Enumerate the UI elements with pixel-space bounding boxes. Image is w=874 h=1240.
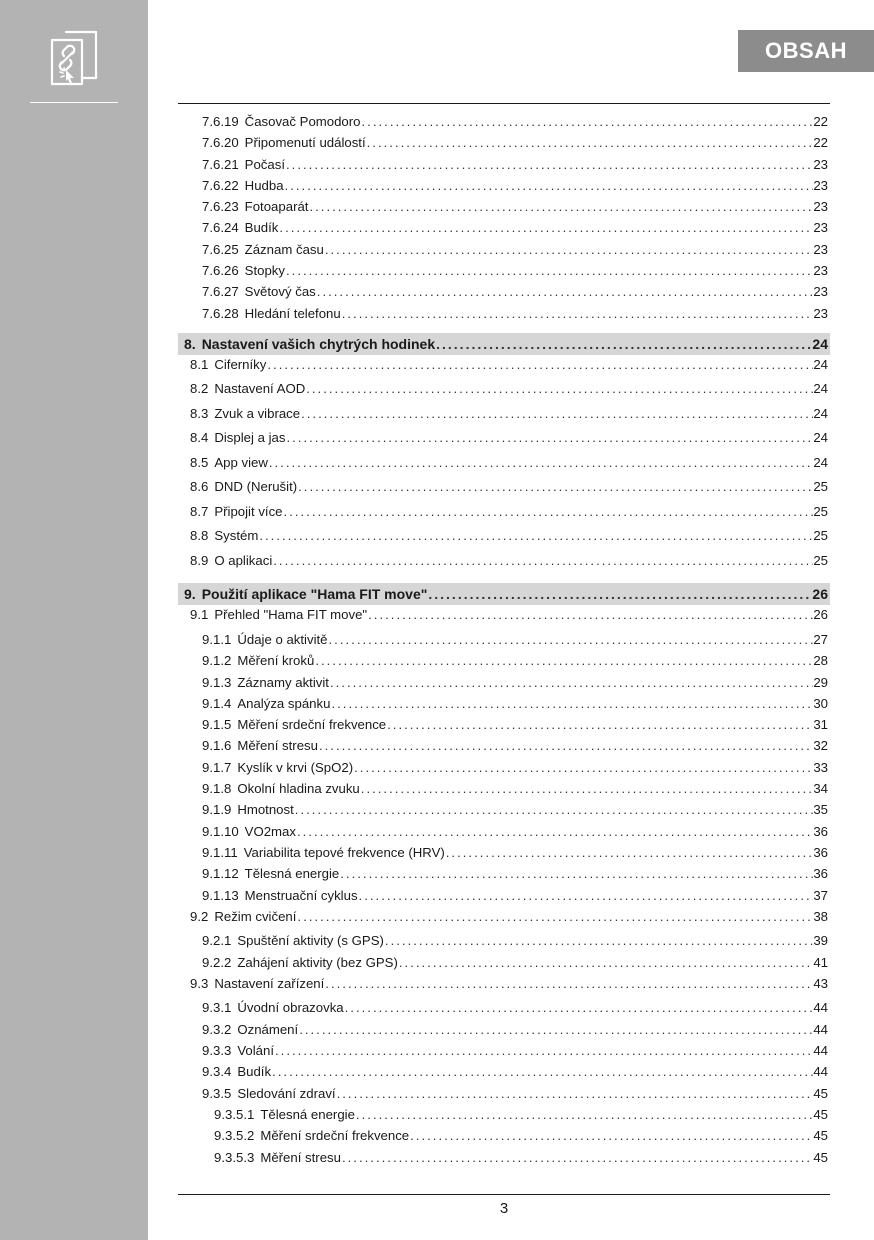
toc-number: 7.6.27 (202, 284, 239, 300)
toc-number: 8. (184, 335, 196, 352)
toc-leader (336, 1086, 814, 1101)
toc-leader (360, 781, 814, 796)
toc-number: 7.6.19 (202, 114, 239, 129)
toc-entry[interactable] (178, 263, 830, 284)
toc-title: Volání (237, 1043, 275, 1059)
toc-entry[interactable] (178, 955, 830, 976)
toc-title: Spuštění aktivity (s GPS) (237, 933, 384, 949)
toc-leader (435, 336, 812, 352)
toc-number: 7.6.24 (202, 220, 239, 236)
toc-title: DND (Nerušit) (214, 479, 298, 495)
toc-number: 8.6 (190, 479, 209, 495)
toc-title: Připomenutí událostí (244, 135, 366, 151)
toc-number: 9.1.3 (202, 674, 232, 690)
toc-title: Kyslík v krvi (SpO2) (237, 759, 354, 775)
toc-entry[interactable] (178, 199, 830, 220)
toc-number: 9.1.13 (202, 887, 239, 903)
toc-leader (328, 632, 814, 647)
toc-number: 7.6.28 (202, 305, 239, 321)
toc-number: 9.3.5.3 (214, 1149, 255, 1165)
toc-entry[interactable] (178, 1064, 830, 1085)
toc-number: 9.3.5.2 (214, 1128, 255, 1144)
toc-title: Měření stresu (237, 738, 318, 754)
toc-entry[interactable] (178, 845, 830, 866)
toc-leader (297, 479, 813, 494)
toc-title: Sledování zdraví (237, 1085, 336, 1101)
toc-title: O aplikaci (214, 552, 273, 568)
toc-entry[interactable] (178, 135, 830, 156)
toc-leader (268, 455, 813, 470)
toc-number: 9.1.6 (202, 738, 232, 754)
table-of-contents (178, 114, 830, 1171)
toc-number: 9.1 (190, 607, 209, 623)
toc-number: 9.3.1 (202, 1000, 232, 1016)
toc-leader (384, 933, 813, 948)
toc-page: 23 (813, 220, 828, 236)
toc-entry[interactable] (178, 220, 830, 241)
toc-leader (308, 199, 813, 214)
toc-leader (272, 553, 813, 568)
toc-title: Analýza spánku (237, 695, 331, 711)
toc-leader (285, 430, 813, 445)
toc-title: Systém (214, 528, 259, 544)
toc-number: 9.3.4 (202, 1064, 232, 1080)
toc-title: Měření srdeční frekvence (237, 717, 387, 733)
toc-title: Budík (237, 1064, 272, 1080)
page-number: 3 (499, 1200, 509, 1217)
toc-entry[interactable] (178, 802, 830, 823)
toc-page: 35 (813, 802, 828, 818)
toc-title: Zahájení aktivity (bez GPS) (237, 954, 398, 970)
toc-entry[interactable] (178, 406, 830, 431)
toc-page: 26 (812, 586, 828, 603)
toc-title: Světový čas (244, 284, 316, 300)
toc-number: 8.8 (190, 528, 209, 544)
toc-page: 24 (813, 454, 828, 470)
toc-number: 9.3.5.1 (214, 1106, 255, 1122)
toc-page: 44 (813, 1043, 828, 1059)
toc-title: Režim cvičení (214, 908, 297, 924)
toc-page: 23 (813, 199, 828, 215)
toc-leader (427, 586, 812, 602)
toc-page: 25 (813, 479, 828, 495)
toc-leader (341, 306, 814, 321)
toc-number: 8.5 (190, 454, 209, 470)
toc-title: Nastavení zařízení (214, 975, 325, 991)
toc-entry[interactable] (178, 114, 830, 135)
toc-entry[interactable] (178, 504, 830, 529)
toc-entry[interactable] (178, 888, 830, 909)
toc-leader (258, 528, 813, 543)
toc-entry[interactable] (178, 455, 830, 480)
toc-page: 23 (813, 241, 828, 257)
toc-page: 27 (813, 631, 828, 647)
toc-page: 33 (813, 759, 828, 775)
toc-title: Hmotnost (237, 802, 294, 818)
toc-page: 22 (813, 135, 828, 151)
toc-page: 25 (813, 503, 828, 519)
toc-leader (314, 653, 813, 668)
toc-leader (330, 696, 813, 711)
toc-title: Okolní hladina zvuku (237, 781, 360, 797)
toc-page: 23 (813, 177, 828, 193)
toc-leader (296, 824, 813, 839)
toc-title: Počasí (244, 156, 285, 172)
toc-title: Hledání telefonu (244, 305, 341, 321)
toc-title: Úvodní obrazovka (237, 1000, 344, 1016)
toc-number: 9.3.3 (202, 1043, 232, 1059)
toc-chapter-row[interactable] (178, 333, 830, 355)
toc-leader (445, 845, 814, 860)
toc-entry[interactable] (178, 632, 830, 653)
toc-title: Nastavení vašich chytrých hodinek (201, 335, 436, 352)
toc-number: 7.6.20 (202, 135, 239, 151)
toc-entry[interactable] (178, 781, 830, 802)
toc-entry[interactable] (178, 1000, 830, 1021)
toc-page: 24 (812, 335, 828, 352)
toc-entry[interactable] (178, 357, 830, 382)
toc-title: Tělesná energie (244, 866, 340, 882)
toc-page: 28 (813, 653, 828, 669)
toc-number: 8.3 (190, 405, 209, 421)
toc-page: 34 (813, 781, 828, 797)
toc-number: 7.6.26 (202, 263, 239, 279)
toc-entry[interactable] (178, 738, 830, 759)
toc-title: Budík (244, 220, 279, 236)
toc-page: 23 (813, 156, 828, 172)
toc-title: Hudba (244, 177, 284, 193)
toc-page: 45 (813, 1085, 828, 1101)
toc-page: 36 (813, 866, 828, 882)
toc-leader (278, 220, 813, 235)
toc-leader (271, 1064, 813, 1079)
toc-page: 30 (813, 695, 828, 711)
toc-leader (318, 738, 813, 753)
toc-title: Údaje o aktivitě (237, 631, 328, 647)
toc-leader (283, 504, 814, 519)
toc-number: 8.1 (190, 356, 209, 372)
toc-leader (358, 888, 814, 903)
toc-page: 32 (813, 738, 828, 754)
toc-title: Měření kroků (237, 653, 315, 669)
toc-entry[interactable] (178, 479, 830, 504)
toc-leader (386, 717, 813, 732)
toc-title: Stopky (244, 263, 285, 279)
toc-number: 8.2 (190, 381, 209, 397)
toc-title: Přehled "Hama FIT move" (214, 607, 368, 623)
toc-page: 43 (813, 975, 828, 991)
toc-entry[interactable] (178, 933, 830, 954)
document-link-icon (44, 26, 104, 88)
toc-leader (285, 157, 813, 172)
toc-page: 31 (813, 717, 828, 733)
toc-title: VO2max (244, 823, 296, 839)
toc-page: 24 (813, 356, 828, 372)
toc-title: Připojit více (214, 503, 283, 519)
toc-title: Ciferníky (214, 356, 267, 372)
toc-page: 23 (813, 263, 828, 279)
toc-number: 7.6.23 (202, 199, 239, 215)
toc-number: 9.1.12 (202, 866, 239, 882)
toc-number: 9.1.4 (202, 695, 232, 711)
toc-title: Menstruační cyklus (244, 887, 358, 903)
toc-number: 9.2 (190, 908, 209, 924)
toc-title: Zvuk a vibrace (214, 405, 301, 421)
toc-page: 25 (813, 552, 828, 568)
section-tab-obsah: OBSAH (738, 30, 874, 72)
toc-number: 9.1.2 (202, 653, 232, 669)
toc-entry[interactable] (178, 284, 830, 305)
toc-entry[interactable] (178, 1107, 830, 1128)
toc-leader (294, 802, 814, 817)
toc-entry[interactable] (178, 528, 830, 553)
toc-title: Displej a jas (214, 430, 286, 446)
toc-leader (339, 866, 813, 881)
toc-number: 8.4 (190, 430, 209, 446)
toc-entry[interactable] (178, 1086, 830, 1107)
toc-page: 23 (813, 284, 828, 300)
toc-number: 9.2.1 (202, 933, 232, 949)
toc-entry[interactable] (178, 976, 830, 1001)
toc-title: Použití aplikace "Hama FIT move" (201, 586, 428, 603)
toc-leader (284, 178, 814, 193)
toc-number: 7.6.22 (202, 177, 239, 193)
toc-entry[interactable] (178, 1022, 830, 1043)
toc-leader (296, 909, 813, 924)
toc-entry[interactable] (178, 824, 830, 845)
toc-leader (341, 1150, 813, 1165)
toc-entry[interactable] (178, 430, 830, 455)
toc-leader (300, 406, 813, 421)
toc-chapter-row[interactable] (178, 583, 830, 605)
toc-leader (324, 242, 813, 257)
toc-page: 37 (813, 887, 828, 903)
toc-page: 36 (813, 844, 828, 860)
toc-leader (355, 1107, 813, 1122)
toc-page: 26 (813, 607, 828, 623)
toc-leader (353, 760, 813, 775)
toc-leader (329, 675, 813, 690)
toc-entry[interactable] (178, 1150, 830, 1171)
toc-entry[interactable] (178, 242, 830, 263)
toc-entry[interactable] (178, 1128, 830, 1149)
toc-number: 9.3.5 (202, 1085, 232, 1101)
toc-number: 9.1.8 (202, 781, 232, 797)
toc-page: 44 (813, 1000, 828, 1016)
toc-title: Oznámení (237, 1021, 299, 1037)
toc-page: 29 (813, 674, 828, 690)
toc-entry[interactable] (178, 553, 830, 578)
toc-title: Měření stresu (260, 1149, 341, 1165)
toc-number: 9.1.1 (202, 631, 232, 647)
toc-leader (367, 607, 813, 622)
toc-page: 23 (813, 305, 828, 321)
toc-number: 9.3.2 (202, 1021, 232, 1037)
toc-number: 7.6.21 (202, 156, 239, 172)
toc-page: 25 (813, 528, 828, 544)
toc-page: 24 (813, 381, 828, 397)
toc-entry[interactable] (178, 157, 830, 178)
toc-number: 9.1.11 (202, 844, 238, 860)
toc-leader (316, 284, 814, 299)
toc-entry[interactable] (178, 866, 830, 887)
toc-number: 9. (184, 586, 196, 603)
toc-entry[interactable] (178, 607, 830, 632)
toc-leader (324, 976, 813, 991)
toc-number: 8.7 (190, 503, 209, 519)
toc-entry[interactable] (178, 1043, 830, 1064)
toc-title: Měření srdeční frekvence (260, 1128, 410, 1144)
toc-entry[interactable] (178, 760, 830, 781)
toc-number: 9.1.7 (202, 759, 232, 775)
toc-title: Fotoaparát (244, 199, 309, 215)
toc-number: 7.6.25 (202, 241, 239, 257)
toc-number: 9.1.5 (202, 717, 232, 733)
toc-number: 9.1.10 (202, 823, 239, 839)
toc-leader (409, 1128, 813, 1143)
toc-page: 45 (813, 1128, 828, 1144)
toc-number: 8.9 (190, 552, 209, 568)
toc-entry[interactable] (178, 178, 830, 199)
toc-page: 44 (813, 1021, 828, 1037)
toc-leader (298, 1022, 813, 1037)
toc-leader (305, 381, 813, 396)
toc-number: 9.1.9 (202, 802, 232, 818)
toc-title: App view (214, 454, 268, 470)
toc-title: Záznamy aktivit (237, 674, 329, 690)
top-rule (178, 103, 830, 104)
toc-entry[interactable] (178, 909, 830, 934)
toc-page: 45 (813, 1106, 828, 1122)
toc-title: Záznam času (244, 241, 324, 257)
toc-title: Tělesná energie (260, 1106, 355, 1122)
bottom-rule (178, 1194, 830, 1195)
toc-title: Variabilita tepové frekvence (HRV) (243, 844, 445, 860)
toc-entry[interactable] (178, 381, 830, 406)
toc-entry[interactable] (178, 696, 830, 717)
toc-page: 36 (813, 823, 828, 839)
toc-leader (398, 955, 813, 970)
toc-page: 41 (813, 954, 828, 970)
toc-page: 44 (813, 1064, 828, 1080)
toc-title: Nastavení AOD (214, 381, 306, 397)
toc-page: 45 (813, 1149, 828, 1165)
toc-leader (266, 357, 813, 372)
toc-leader (344, 1000, 814, 1015)
toc-entry[interactable] (178, 717, 830, 738)
toc-page: 39 (813, 933, 828, 949)
toc-leader (274, 1043, 813, 1058)
toc-page: 24 (813, 430, 828, 446)
toc-leader (361, 114, 814, 129)
toc-number: 9.3 (190, 975, 209, 991)
toc-page: 38 (813, 908, 828, 924)
toc-entry[interactable] (178, 675, 830, 696)
toc-page: 24 (813, 405, 828, 421)
toc-title: Časovač Pomodoro (244, 114, 361, 129)
toc-leader (366, 135, 814, 150)
sidebar-divider (30, 102, 118, 103)
toc-number: 9.2.2 (202, 954, 232, 970)
toc-leader (285, 263, 813, 278)
toc-entry[interactable] (178, 653, 830, 674)
sidebar-band (0, 0, 148, 1240)
toc-page: 22 (813, 114, 828, 129)
toc-entry[interactable] (178, 306, 830, 327)
